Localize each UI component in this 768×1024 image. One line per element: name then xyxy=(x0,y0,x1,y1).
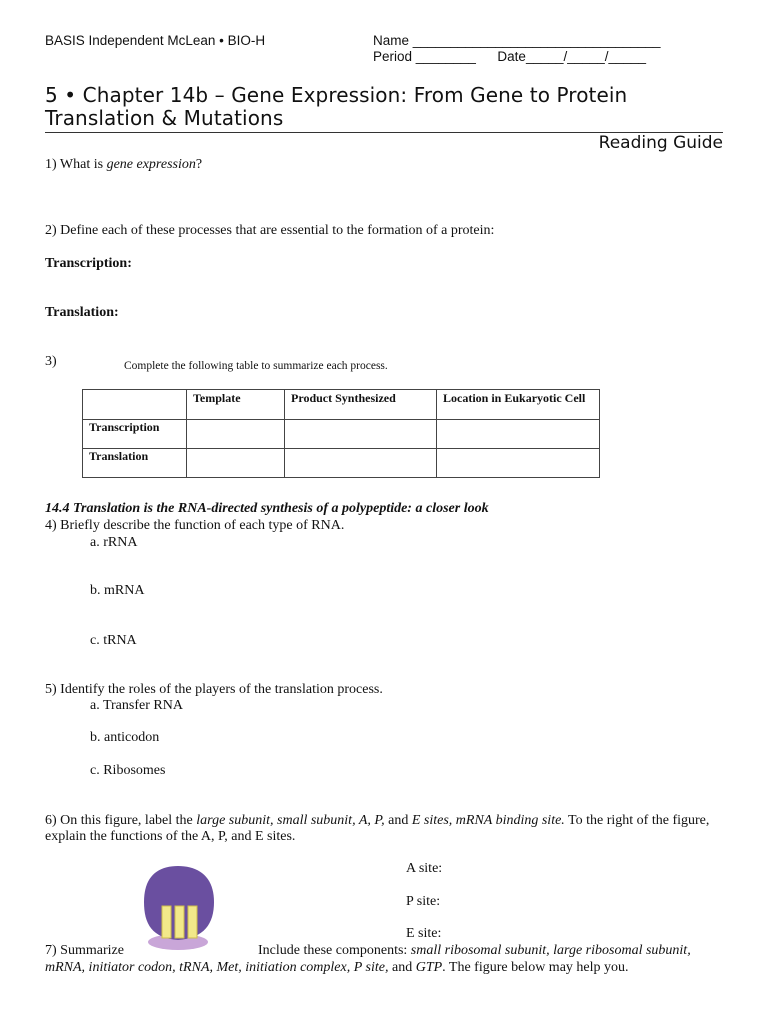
q7-part2: and xyxy=(388,960,416,975)
q4-item-mrna: b. mRNA xyxy=(90,583,145,598)
trna-site-e xyxy=(188,906,197,938)
e-site-label: E site: xyxy=(406,926,442,941)
table-cell[interactable] xyxy=(437,449,600,478)
ribosome-figure xyxy=(130,862,230,954)
q7-part3: . The figure below may help you. xyxy=(442,960,629,975)
q7-terms2: mRNA, initiator codon, tRNA, Met, initiation complex, P site, xyxy=(45,960,389,975)
question-4: 4) Briefly describe the function of each type of RNA. xyxy=(45,518,345,533)
q5-item-transfer-rna: a. Transfer RNA xyxy=(90,698,183,713)
question-2: 2) Define each of these processes that are essential to the formation of a protein: xyxy=(45,223,495,238)
q1-term: gene expression xyxy=(106,157,196,172)
date-label: Date xyxy=(497,49,526,64)
process-table xyxy=(82,389,600,478)
page-title-line1: 5 • Chapter 14b – Gene Expression: From Gene to Protein xyxy=(45,83,628,107)
table-cell[interactable] xyxy=(187,449,285,478)
q6-part1: 6) On this figure, label the xyxy=(45,813,197,828)
table-header-cell xyxy=(83,390,187,420)
section-heading-14-4: 14.4 Translation is the RNA-directed synthesis of a polypeptide: a closer look xyxy=(45,501,489,516)
question-7-line1 xyxy=(258,943,691,959)
table-cell[interactable] xyxy=(285,449,437,478)
period-label: Period xyxy=(373,49,413,64)
table-cell[interactable] xyxy=(437,420,600,449)
q6-part2: and xyxy=(384,813,412,828)
period-blank[interactable]: ________ xyxy=(415,49,476,64)
q4-item-trna: c. tRNA xyxy=(90,633,137,648)
table-header-cell: Template xyxy=(187,390,285,420)
table-row xyxy=(83,449,600,478)
q5-item-ribosomes: c. Ribosomes xyxy=(90,763,166,778)
table-row-label: Translation xyxy=(83,449,187,478)
a-site-label: A site: xyxy=(406,861,443,876)
school-course: BASIS Independent McLean • BIO-H xyxy=(45,33,266,48)
q7-terms3: GTP xyxy=(415,960,443,975)
period-date-line xyxy=(373,49,646,64)
table-header-cell: Product Synthesized xyxy=(285,390,437,420)
q6-part3: To the right of the figure, xyxy=(564,813,710,828)
q6-terms: large subunit, small subunit, A, P, xyxy=(196,813,385,828)
transcription-label: Transcription: xyxy=(45,256,132,271)
page-title-line2: Translation & Mutations xyxy=(45,106,284,130)
table-row-label: Transcription xyxy=(83,420,187,449)
question-5: 5) Identify the roles of the players of the translation process. xyxy=(45,682,383,697)
q1-suffix: ? xyxy=(195,157,203,172)
question-1 xyxy=(45,157,202,173)
q1-prefix: 1) What is xyxy=(45,157,107,172)
name-line[interactable] xyxy=(373,33,661,48)
table-header-cell: Location in Eukaryotic Cell xyxy=(437,390,600,420)
table-caption: Complete the following table to summarize each process. xyxy=(124,360,388,372)
name-blank: _________________________________ xyxy=(412,33,661,48)
table-cell[interactable] xyxy=(285,420,437,449)
table-cell[interactable] xyxy=(187,420,285,449)
trna-site-a xyxy=(162,906,171,938)
q5-item-anticodon: b. anticodon xyxy=(90,730,160,745)
reading-guide-label: Reading Guide xyxy=(598,133,723,153)
table-header-row xyxy=(83,390,600,420)
question-3-number: 3) xyxy=(45,354,57,369)
trna-site-p xyxy=(175,906,184,938)
q7-terms1: small ribosomal subunit, large ribosomal subunit, xyxy=(410,943,691,958)
q7-part1: Include these components: xyxy=(258,943,411,958)
name-label: Name xyxy=(373,33,410,48)
translation-label: Translation: xyxy=(45,305,119,320)
date-blank[interactable]: _____/_____/_____ xyxy=(525,49,647,64)
question-6 xyxy=(45,813,735,829)
q4-item-rrna: a. rRNA xyxy=(90,535,138,550)
q6-terms2: E sites, mRNA binding site. xyxy=(411,813,565,828)
p-site-label: P site: xyxy=(406,894,441,909)
table-row xyxy=(83,420,600,449)
question-7-line2 xyxy=(45,960,629,976)
question-7-start: 7) Summarize xyxy=(45,943,124,958)
question-6-line2: explain the functions of the A, P, and E sites. xyxy=(45,829,296,844)
